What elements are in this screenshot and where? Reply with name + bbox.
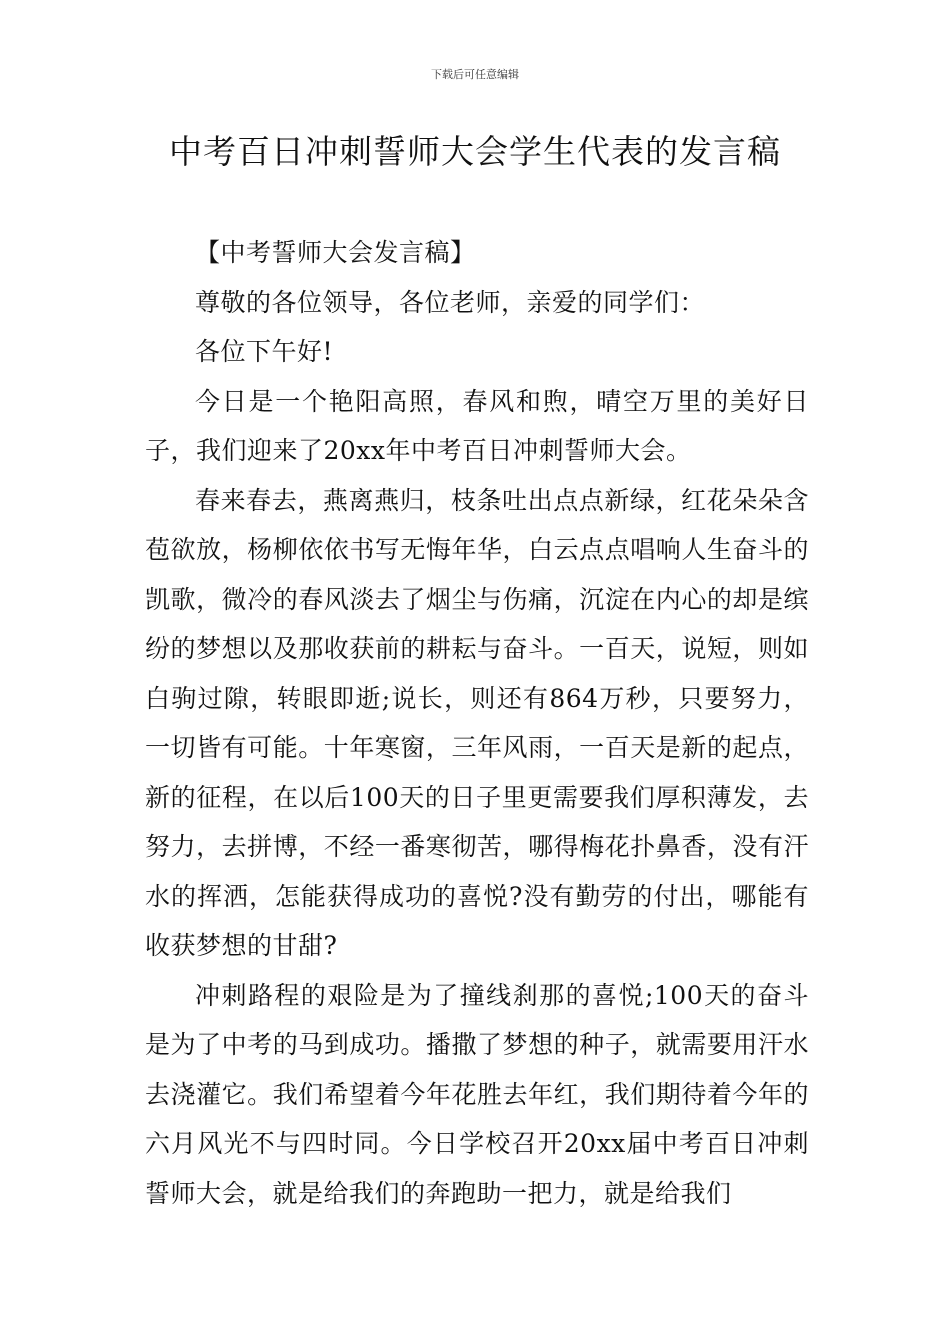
paragraph-salutation: 尊敬的各位领导，各位老师，亲爱的同学们： — [195, 287, 706, 317]
paragraph-greeting: 各位下午好! — [195, 337, 334, 366]
document-title: 中考百日冲刺誓师大会学生代表的发言稿 — [169, 132, 781, 171]
paragraph-heading: 【中考誓师大会发言稿】 — [195, 238, 476, 267]
document-body — [145, 228, 809, 1218]
paragraph-body-2: 冲刺路程的艰险是为了撞线刹那的喜悦;100天的奋斗是为了中考的马到成功。播撒了梦想的种子，就需要用汗水去浇灌它。我们希望着今年花胜去年红，我们期待着今年的六月风光不与四时同。今日学校召开20xx届中考百日冲刺誓师大会，就是给我们的奔跑助一把力，就是给我们 — [145, 980, 809, 1208]
paragraph-intro: 今日是一个艳阳高照，春风和煦，晴空万里的美好日子，我们迎来了20xx年中考百日冲刺誓师大会。 — [145, 386, 809, 465]
paragraph-body-1: 春来春去，燕离燕归，枝条吐出点点新绿，红花朵朵含苞欲放，杨柳依依书写无悔年华，白云点点唱响人生奋斗的凯歌，微冷的春风淡去了烟尘与伤痛，沉淀在内心的却是缤纷的梦想以及那收获前的耕耘与奋斗。一百天，说短，则如白驹过隙，转眼即逝;说长，则还有864万秒，只要努力，一切皆有可能。十年寒窗，三年风雨，一百天是新的起点，新的征程，在以后100天的日子里更需要我们厚积薄发，去努力，去拼博，不经一番寒彻苦，哪得梅花扑鼻香，没有汗水的挥洒，怎能获得成功的喜悦?没有勤劳的付出，哪能有收获梦想的甘甜? — [145, 485, 809, 960]
header-note: 下载后可任意编辑 — [431, 68, 519, 81]
